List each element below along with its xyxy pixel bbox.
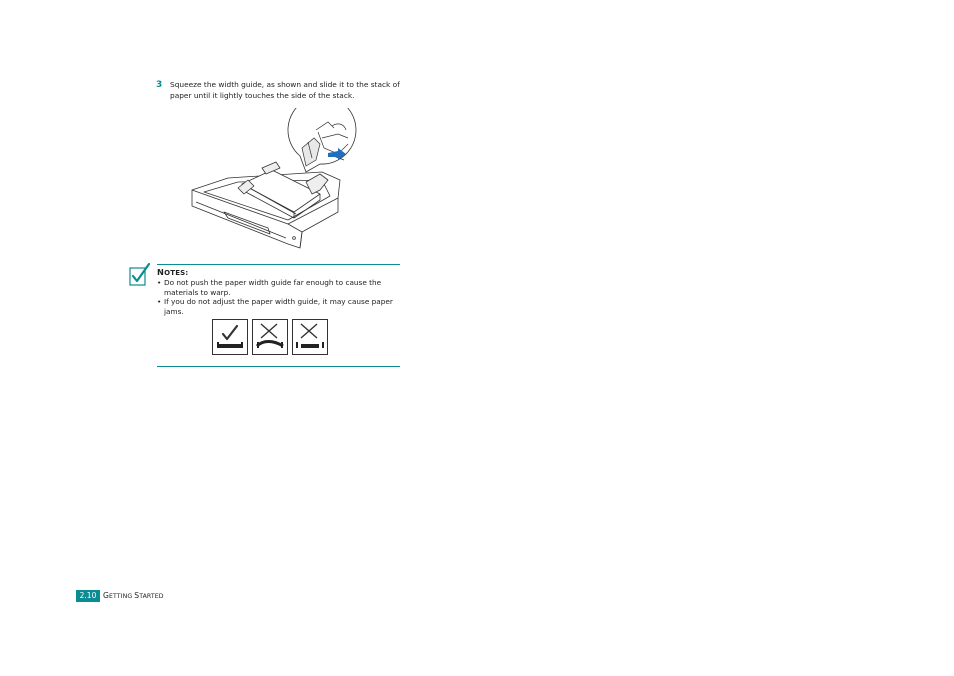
notes-bottom-rule: [157, 366, 400, 367]
step-number: 3: [156, 80, 163, 90]
cross-icon: [261, 324, 277, 338]
guide-too-tight-example: [252, 319, 288, 355]
note-text: If you do not adjust the paper width guide, it may cause paper jams.: [164, 297, 393, 316]
note-text: Do not push the paper width guide far enough to cause the materials to warp.: [164, 278, 382, 297]
notes-title: NOTES:: [157, 267, 189, 277]
note-check-icon: [127, 262, 151, 288]
correct-guide-example: [212, 319, 248, 355]
step-instruction: Squeeze the width guide, as shown and slide it to the stack of paper until it lightly touches the side of the stack.: [170, 80, 400, 100]
page-number-badge: 2.10: [76, 590, 100, 602]
bullet: •: [157, 297, 162, 306]
notes-top-rule: [157, 264, 400, 265]
check-icon: [223, 326, 237, 339]
section-title: GETTING STARTED: [103, 591, 164, 600]
list-item: [157, 297, 400, 316]
cross-icon: [301, 324, 317, 338]
list-item: [157, 278, 400, 297]
bullet: •: [157, 278, 162, 287]
paper-tray-illustration: [188, 108, 360, 252]
guide-too-loose-example: [292, 319, 328, 355]
notes-list: [157, 278, 400, 316]
